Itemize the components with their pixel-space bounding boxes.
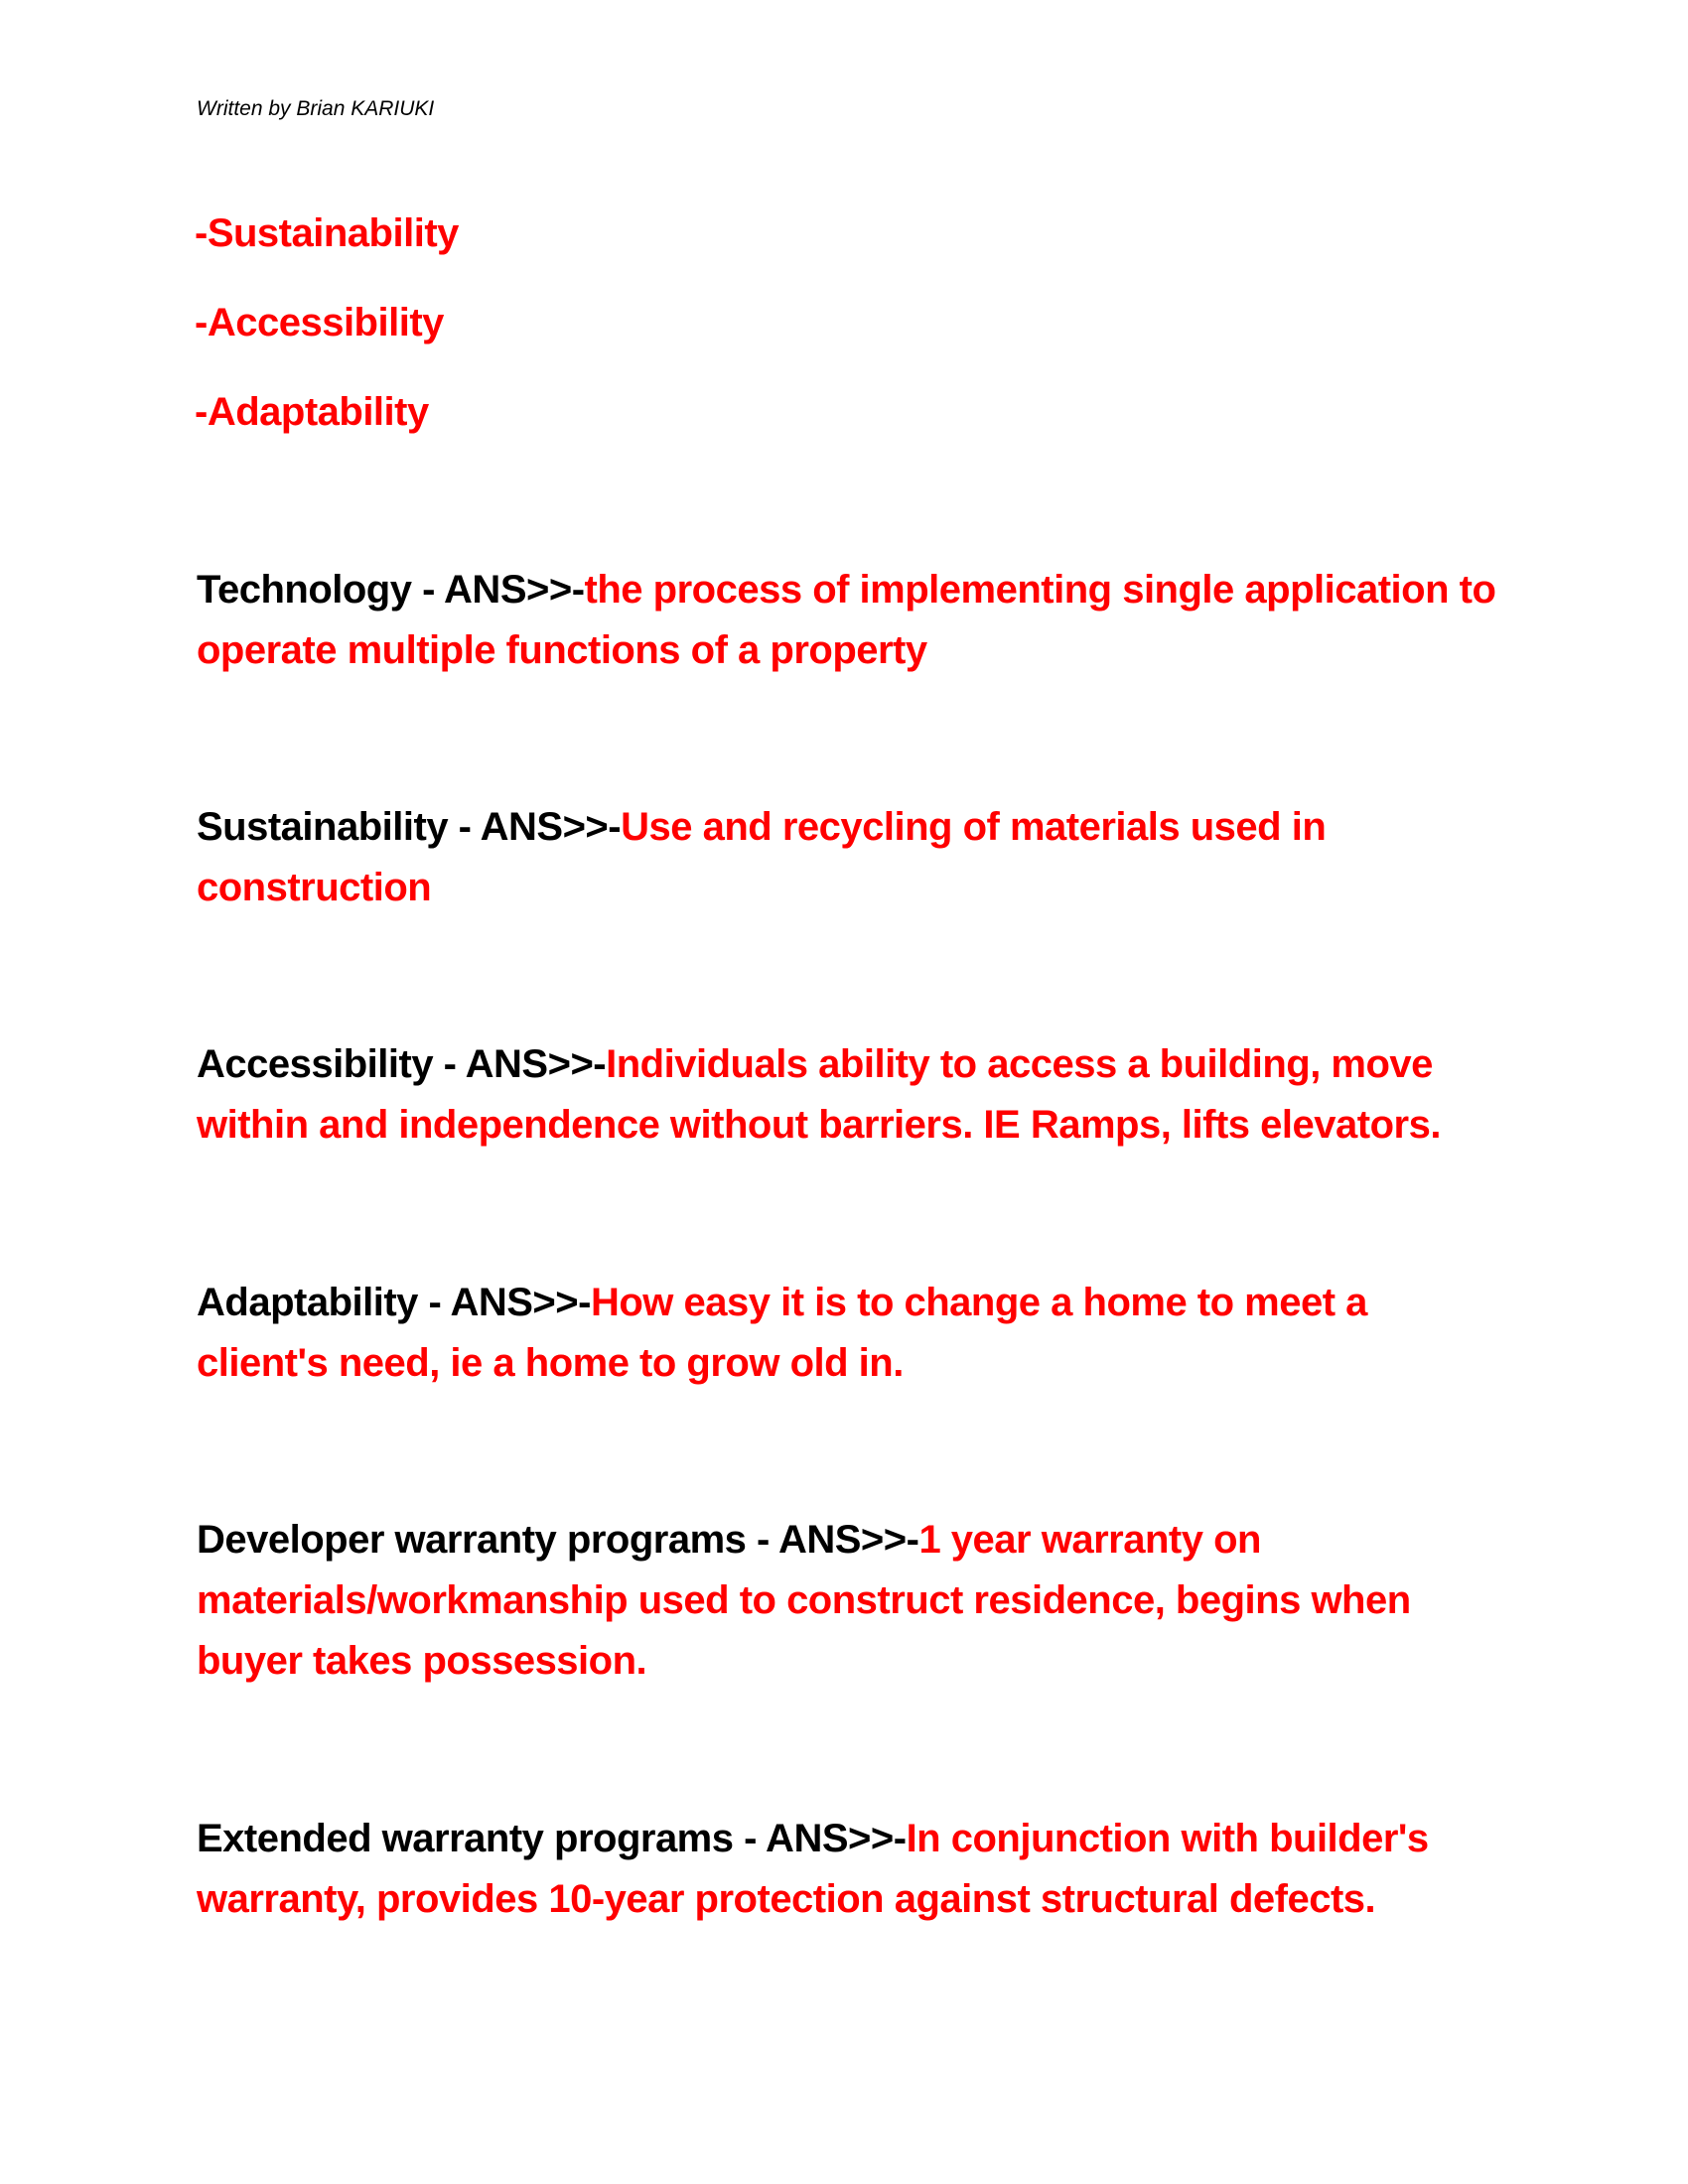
entry-extended-warranty (197, 1809, 1507, 1930)
entry-answer: How easy it is to change a home to meet a client's need, ie a home to grow old in. (197, 1281, 1367, 1385)
bullet-item-accessibility: -Accessibility (195, 301, 444, 344)
entry-term: Sustainability - ANS>>- (197, 805, 622, 849)
entry-term: Accessibility - ANS>>- (197, 1042, 607, 1086)
entry-term: Extended warranty programs - ANS>>- (197, 1817, 907, 1860)
entry-answer: the process of implementing single application to operate multiple functions of a property (197, 568, 1496, 672)
bullet-list (195, 204, 459, 472)
bullet-item-adaptability: -Adaptability (195, 390, 429, 434)
author-header: Written by Brian KARIUKI (197, 97, 435, 120)
entry-term: Adaptability - ANS>>- (197, 1281, 591, 1324)
entry-answer: In conjunction with builder's warranty, provides 10-year protection against structural defects. (197, 1817, 1429, 1921)
entry-accessibility (197, 1034, 1507, 1156)
entry-answer: Individuals ability to access a building, move within and independence without barriers. IE Ramps, lifts elevators. (197, 1042, 1441, 1147)
entry-term: Developer warranty programs - ANS>>- (197, 1518, 919, 1562)
bullet-item-sustainability: -Sustainability (195, 211, 459, 255)
entry-developer-warranty (197, 1510, 1507, 1692)
entry-answer: Use and recycling of materials used in construction (197, 805, 1327, 909)
entry-sustainability (197, 797, 1507, 918)
entry-technology (197, 560, 1507, 681)
entry-answer: 1 year warranty on materials/workmanship used to construct residence, begins when buyer takes possession. (197, 1518, 1411, 1683)
entry-adaptability (197, 1273, 1507, 1394)
entry-term: Technology - ANS>>- (197, 568, 585, 612)
